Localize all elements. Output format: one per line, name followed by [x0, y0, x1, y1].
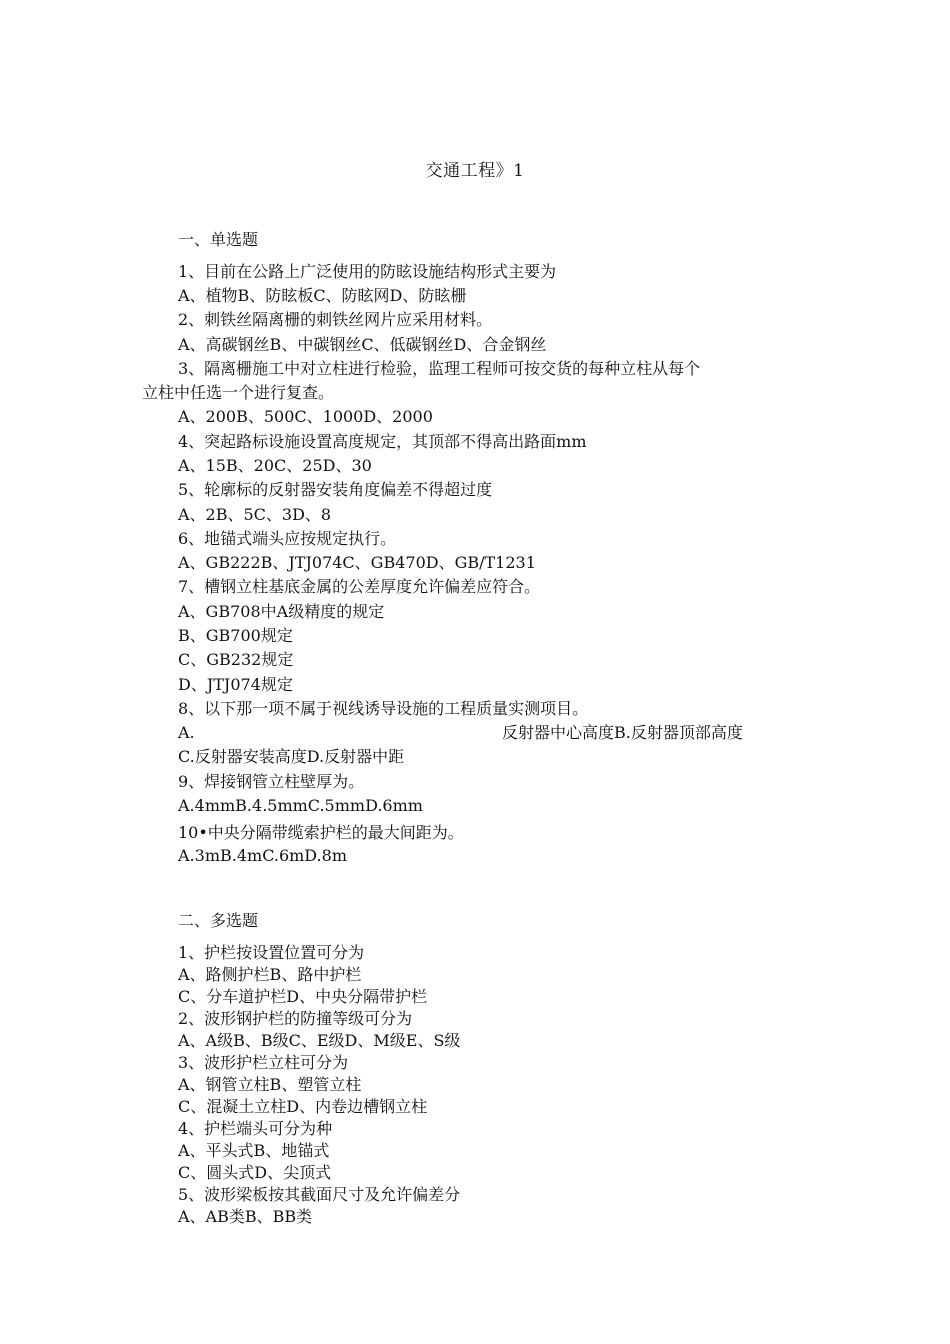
question-line: 4、护栏端头可分为种: [178, 1119, 333, 1138]
options-line: C、圆头式D、尖顶式: [178, 1163, 332, 1182]
question-line: 10•中央分隔带缆索护栏的最大间距为。: [178, 823, 464, 842]
options-line: A、植物B、防眩板C、防眩网D、防眩栅: [178, 286, 467, 305]
options-line: A、平头式B、地锚式: [178, 1141, 330, 1160]
options-line: A、高碳钢丝B、中碳钢丝C、低碳钢丝D、合金钢丝: [178, 335, 547, 354]
question-line: 4、突起路标设施设置高度规定，其顶部不得高出路面mm: [178, 432, 587, 451]
option-line: C、GB232规定: [178, 650, 294, 669]
question-line: 5、波形梁板按其截面尺寸及允许偏差分: [178, 1185, 461, 1204]
options-line: A、A级B、B级C、E级D、M级E、S级: [178, 1031, 461, 1050]
option-line: D、JTJ074规定: [178, 675, 293, 694]
question-line: 3、波形护栏立柱可分为: [178, 1053, 349, 1072]
question-line: 2、刺铁丝隔离栅的刺铁丝网片应采用材料。: [178, 310, 493, 329]
options-line: A、15B、20C、25D、30: [178, 456, 372, 475]
question-line: 1、护栏按设置位置可分为: [178, 943, 365, 962]
section-heading-single-choice: 一、单选题: [178, 230, 259, 249]
options-line: C.反射器安装高度D.反射器中距: [178, 747, 405, 766]
option-line: B、GB700规定: [178, 626, 293, 645]
section-heading-multiple-choice: 二、多选题: [178, 911, 259, 930]
question-line: 7、槽钢立柱基底金属的公差厚度允许偏差应符合。: [178, 577, 541, 596]
options-line: A、钢管立柱B、塑管立柱: [178, 1075, 362, 1094]
options-line: A.4mmB.4.5mmC.5mmD.6mm: [178, 796, 423, 815]
options-line: A、AB类B、BB类: [178, 1207, 313, 1226]
options-line: A、路侧护栏B、路中护栏: [178, 965, 362, 984]
option-label: A.: [178, 723, 195, 742]
question-line: 2、波形钢护栏的防撞等级可分为: [178, 1009, 413, 1028]
question-line: 3、隔离栅施工中对立柱进行检验，监理工程师可按交货的每种立柱从每个: [178, 359, 701, 378]
options-line: A、2B、5C、3D、8: [178, 505, 332, 524]
option-line: A、GB708中A级精度的规定: [178, 602, 385, 621]
question-line: 8、以下那一项不属于视线诱导设施的工程质量实测项目。: [178, 699, 589, 718]
options-line: A、GB222B、JTJ074C、GB470D、GB/T1231: [178, 553, 536, 572]
options-line: C、分车道护栏D、中央分隔带护栏: [178, 987, 428, 1006]
question-line-continued: 立柱中任选一个进行复查。: [142, 383, 335, 402]
question-line: 5、轮廓标的反射器安装角度偏差不得超过度: [178, 480, 493, 499]
options-line: C、混凝土立柱D、内卷边槽钢立柱: [178, 1097, 428, 1116]
question-line: 6、地锚式端头应按规定执行。: [178, 529, 397, 548]
document-title: 交通工程》1: [425, 161, 525, 181]
options-line: A.3mB.4mC.6mD.8m: [178, 846, 347, 865]
options-line: 反射器中心高度B.反射器顶部高度: [502, 723, 743, 742]
question-line: 9、焊接钢管立柱壁厚为。: [178, 772, 365, 791]
question-line: 1、目前在公路上广泛使用的防眩设施结构形式主要为: [178, 262, 557, 281]
options-line: A、200B、500C、1000D、2000: [178, 407, 433, 426]
